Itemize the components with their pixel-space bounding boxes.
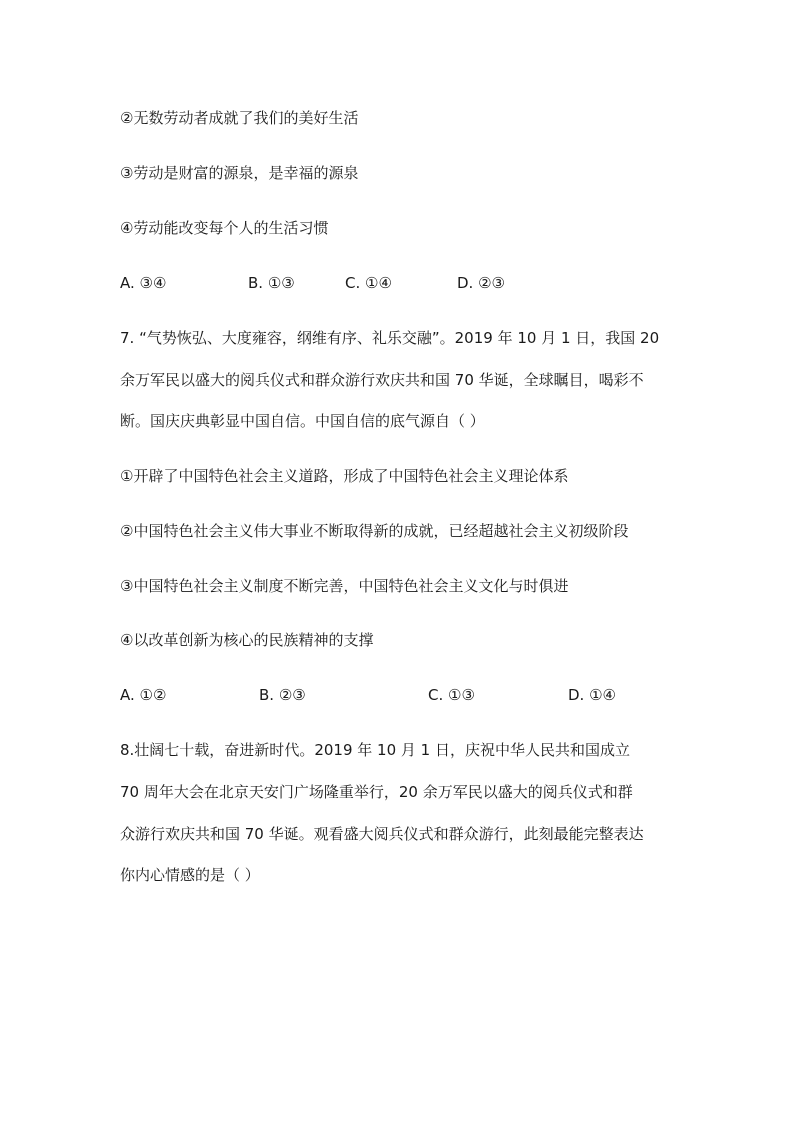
q6-option-b: B. ①③ bbox=[248, 274, 295, 292]
q7-option-a: A. ①② bbox=[120, 686, 167, 704]
q8-stem-line-4: 你内心情感的是（ ） bbox=[120, 866, 260, 884]
q8-stem-line-3: 众游行欢庆共和国 70 华诞。观看盛大阅兵仪式和群众游行，此刻最能完整表达 bbox=[120, 825, 644, 843]
q6-item-2: ②无数劳动者成就了我们的美好生活 bbox=[120, 109, 359, 127]
q7-stem-line-2: 余万军民以盛大的阅兵仪式和群众游行欢庆共和国 70 华诞，全球瞩目，喝彩不 bbox=[120, 371, 644, 389]
q7-item-1: ①开辟了中国特色社会主义道路，形成了中国特色社会主义理论体系 bbox=[120, 467, 569, 485]
q7-option-c: C. ①③ bbox=[428, 686, 475, 704]
q7-stem-line-1: 7. “气势恢弘、大度雍容，纲维有序、礼乐交融”。2019 年 10 月 1 日，我国 20 bbox=[120, 329, 660, 347]
q8-stem-line-1: 8.壮阔七十载，奋进新时代。2019 年 10 月 1 日，庆祝中华人民共和国成立 bbox=[120, 741, 630, 759]
q6-option-c: C. ①④ bbox=[345, 274, 392, 292]
q7-item-3: ③中国特色社会主义制度不断完善，中国特色社会主义文化与时俱进 bbox=[120, 577, 569, 595]
q7-item-2: ②中国特色社会主义伟大事业不断取得新的成就，已经超越社会主义初级阶段 bbox=[120, 522, 629, 540]
q8-stem-line-2: 70 周年大会在北京天安门广场隆重举行，20 余万军民以盛大的阅兵仪式和群 bbox=[120, 783, 633, 801]
q7-stem-line-3: 断。国庆庆典彰显中国自信。中国自信的底气源自（ ） bbox=[120, 412, 485, 430]
q7-option-d: D. ①④ bbox=[568, 686, 616, 704]
q6-option-a: A. ③④ bbox=[120, 274, 167, 292]
q7-option-b: B. ②③ bbox=[259, 686, 306, 704]
q6-item-3: ③劳动是财富的源泉，是幸福的源泉 bbox=[120, 164, 359, 182]
q6-option-d: D. ②③ bbox=[457, 274, 505, 292]
q6-item-4: ④劳动能改变每个人的生活习惯 bbox=[120, 219, 329, 237]
q7-item-4: ④以改革创新为核心的民族精神的支撑 bbox=[120, 631, 374, 649]
